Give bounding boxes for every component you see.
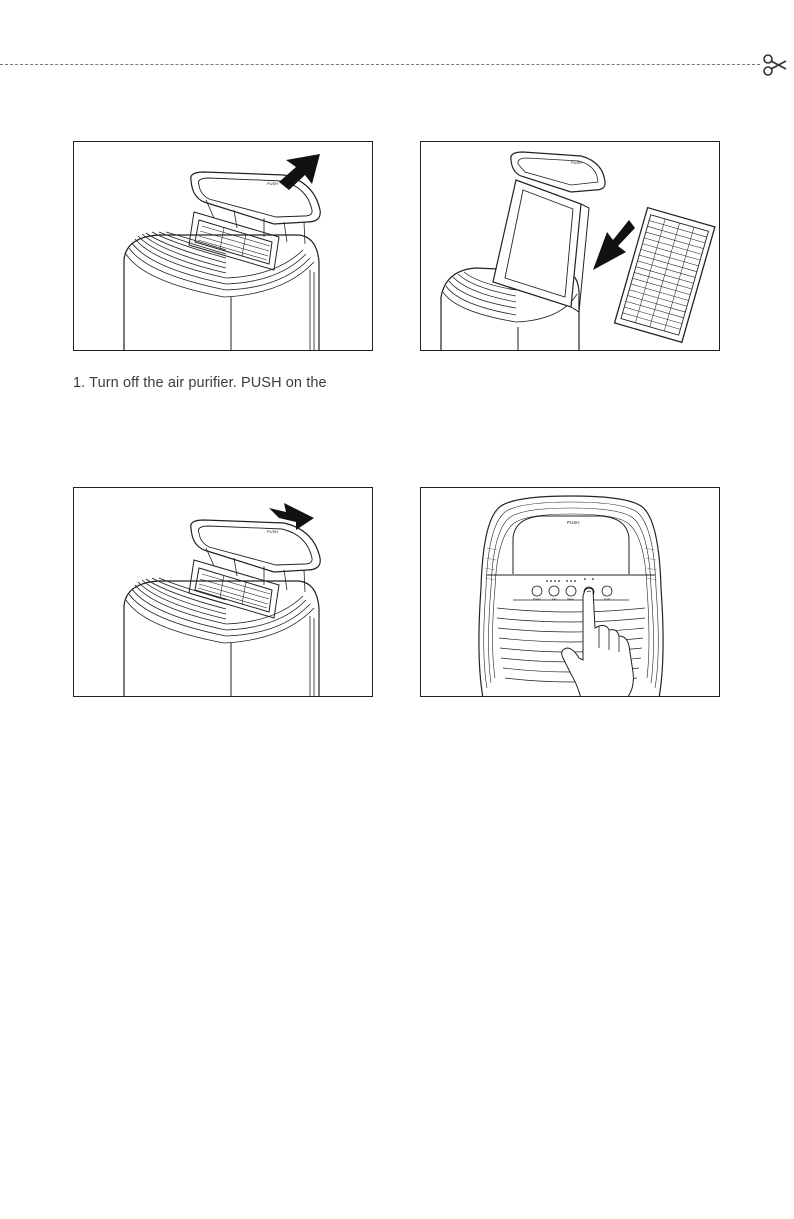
- panel-label: PUSH: [567, 520, 580, 525]
- svg-text:Light: Light: [604, 597, 611, 601]
- figure-press-button: [420, 487, 720, 697]
- figure-replace-lid: [73, 487, 373, 697]
- svg-text:Sleep: Sleep: [567, 597, 575, 601]
- svg-text:Fan: Fan: [552, 597, 557, 601]
- figure-remove-lid: [73, 141, 373, 351]
- svg-text:PUSH: PUSH: [267, 529, 279, 534]
- figure-insert-filter: [420, 141, 720, 351]
- arrow-icon: [593, 220, 635, 270]
- step-1-instruction: 1. Turn off the air purifier. PUSH on the: [73, 375, 327, 391]
- scissors-icon: [762, 52, 788, 78]
- hand-pointer-icon: [562, 588, 634, 697]
- cut-line: [0, 64, 760, 65]
- svg-text:Power: Power: [533, 597, 541, 601]
- svg-text:PUSH: PUSH: [571, 160, 583, 165]
- lid-label: PUSH: [267, 181, 279, 186]
